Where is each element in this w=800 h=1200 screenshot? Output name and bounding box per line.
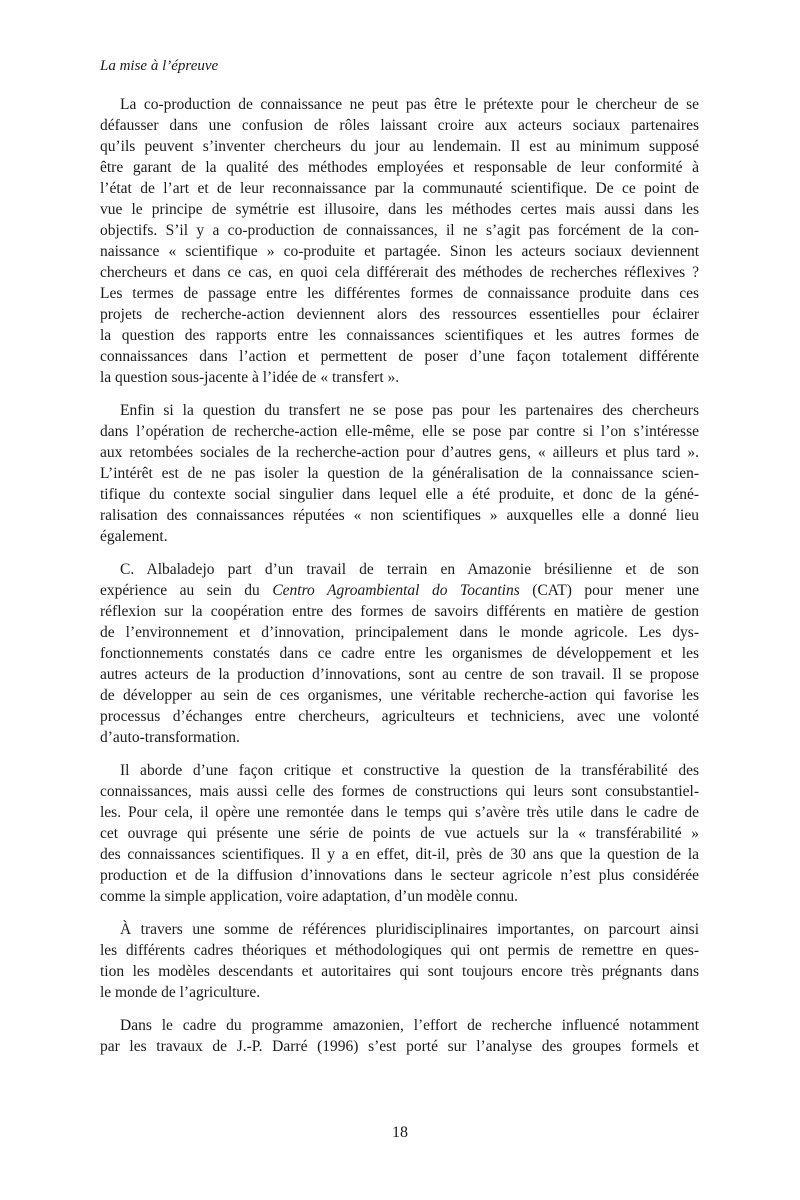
text-line: fonctionnements constatés dans ce cadre entre les organismes de développement et les bbox=[100, 645, 699, 662]
text-line: projets de recherche-action deviennent alors des ressources essentielles pour éclairer bbox=[100, 306, 699, 323]
text-segment: (CAT) pour mener une bbox=[519, 582, 700, 599]
text-line: être garant de la qualité des méthodes employées et responsable de leur conformité à bbox=[100, 159, 699, 176]
running-header: La mise à l’épreuve bbox=[100, 58, 219, 74]
italic-institution-name: Centro Agroambiental do Tocantins bbox=[272, 582, 520, 599]
text-line: la question des rapports entre les connaissances scientifiques et les autres formes de bbox=[100, 327, 699, 344]
text-line: Les termes de passage entre les différentes formes de connaissance produite dans ces bbox=[100, 285, 699, 302]
text-line: qu’ils peuvent s’inventer chercheurs du jour au lendemain. Il est au minimum supposé bbox=[100, 138, 699, 155]
text-line: les. Pour cela, il opère une remontée dans le temps qui s’avère très utile dans le cadre de bbox=[100, 804, 699, 821]
text-line: comme la simple application, voire adaptation, d’un modèle connu. bbox=[100, 888, 518, 905]
text-line: C. Albaladejo part d’un travail de terrain en Amazonie brésilienne et de son bbox=[120, 561, 699, 578]
text-line: production et de la diffusion d’innovations dans le secteur agricole n’est plus considérée bbox=[100, 867, 699, 884]
text-line: l’état de l’art et de leur reconnaissance par la communauté scientifique. De ce point de bbox=[100, 180, 699, 197]
text-line: les différents cadres théoriques et méthodologiques qui ont permis de remettre en ques- bbox=[100, 942, 699, 959]
text-line: L’intérêt est de ne pas isoler la question de la généralisation de la connaissance scien- bbox=[100, 465, 699, 482]
text-line: chercheurs et dans ce cas, en quoi cela différerait des méthodes de recherches réflexives ? bbox=[100, 264, 699, 281]
text-line: cet ouvrage qui présente une série de points de vue actuels sur la « transférabilité » bbox=[100, 825, 699, 842]
text-line: le monde de l’agriculture. bbox=[100, 984, 261, 1001]
text-line: également. bbox=[100, 528, 168, 545]
text-line: La co-production de connaissance ne peut pas être le prétexte pour le chercheur de se bbox=[120, 96, 699, 113]
text-line: objectifs. S’il y a co-production de connaissances, il ne s’agit pas forcément de la con- bbox=[100, 222, 699, 239]
text-segment: expérience au sein du bbox=[100, 582, 273, 599]
text-line: connaissances, mais aussi celle des formes de constructions qui leurs sont consubstantiel- bbox=[100, 783, 699, 800]
text-line: d’auto-transformation. bbox=[100, 729, 240, 746]
paragraph bbox=[100, 919, 699, 1003]
text-line: processus d’échanges entre chercheurs, agriculteurs et techniciens, avec une volonté bbox=[100, 708, 699, 725]
page-number: 18 bbox=[392, 1124, 408, 1141]
text-line: Dans le cadre du programme amazonien, l’effort de recherche influencé notamment bbox=[120, 1017, 699, 1034]
text-line: dans l’opération de recherche-action elle-même, elle se pose par contre si l’on s’intéresse bbox=[100, 423, 699, 440]
text-line: À travers une somme de références pluridisciplinaires importantes, on parcourt ainsi bbox=[120, 921, 699, 938]
text-line: par les travaux de J.-P. Darré (1996) s’est porté sur l’analyse des groupes formels et bbox=[100, 1038, 699, 1055]
text-line: tifique du contexte social singulier dans lequel elle a été produite, et donc de la géné- bbox=[100, 486, 699, 503]
paragraph bbox=[100, 760, 699, 907]
paragraph bbox=[100, 559, 699, 748]
body-text bbox=[100, 94, 699, 1069]
text-line: naissance « scientifique » co-produite et partagée. Sinon les acteurs sociaux deviennent bbox=[100, 243, 699, 260]
text-line: réflexion sur la coopération entre des formes de savoirs différents en matière de gestion bbox=[100, 603, 699, 620]
paragraph bbox=[100, 400, 699, 547]
text-line: Il aborde d’une façon critique et constructive la question de la transférabilité des bbox=[120, 762, 699, 779]
text-line: Enfin si la question du transfert ne se pose pas pour les partenaires des chercheurs bbox=[120, 402, 699, 419]
text-line: la question sous-jacente à l’idée de « transfert ». bbox=[100, 369, 400, 386]
paragraph bbox=[100, 1015, 699, 1057]
text-line: des connaissances scientifiques. Il y a en effet, dit-il, près de 30 ans que la question de la bbox=[100, 846, 699, 863]
text-line: autres acteurs de la production d’innovations, sont au centre de son travail. Il se propose bbox=[100, 666, 699, 683]
text-line: vue le principe de symétrie est illusoire, dans les méthodes certes mais aussi dans les bbox=[100, 201, 699, 218]
text-line: de développer au sein de ces organismes, une véritable recherche-action qui favorise les bbox=[100, 687, 699, 704]
text-line: tion les modèles descendants et autoritaires qui sont toujours encore très prégnants dans bbox=[100, 963, 699, 980]
text-line: ralisation des connaissances réputées « non scientifiques » auxquelles elle a donné lieu bbox=[100, 507, 699, 524]
paragraph bbox=[100, 94, 699, 388]
text-line: de l’environnement et d’innovation, principalement dans le monde agricole. Les dys- bbox=[100, 624, 699, 641]
text-line: défausser dans une confusion de rôles laissant croire aux acteurs sociaux partenaires bbox=[100, 117, 699, 134]
text-line: aux retombées sociales de la recherche-action pour d’autres gens, « ailleurs et plus tard ». bbox=[100, 444, 699, 461]
text-line bbox=[100, 580, 699, 601]
text-line: connaissances dans l’action et permettent de poser d’une façon totalement différente bbox=[100, 348, 699, 365]
